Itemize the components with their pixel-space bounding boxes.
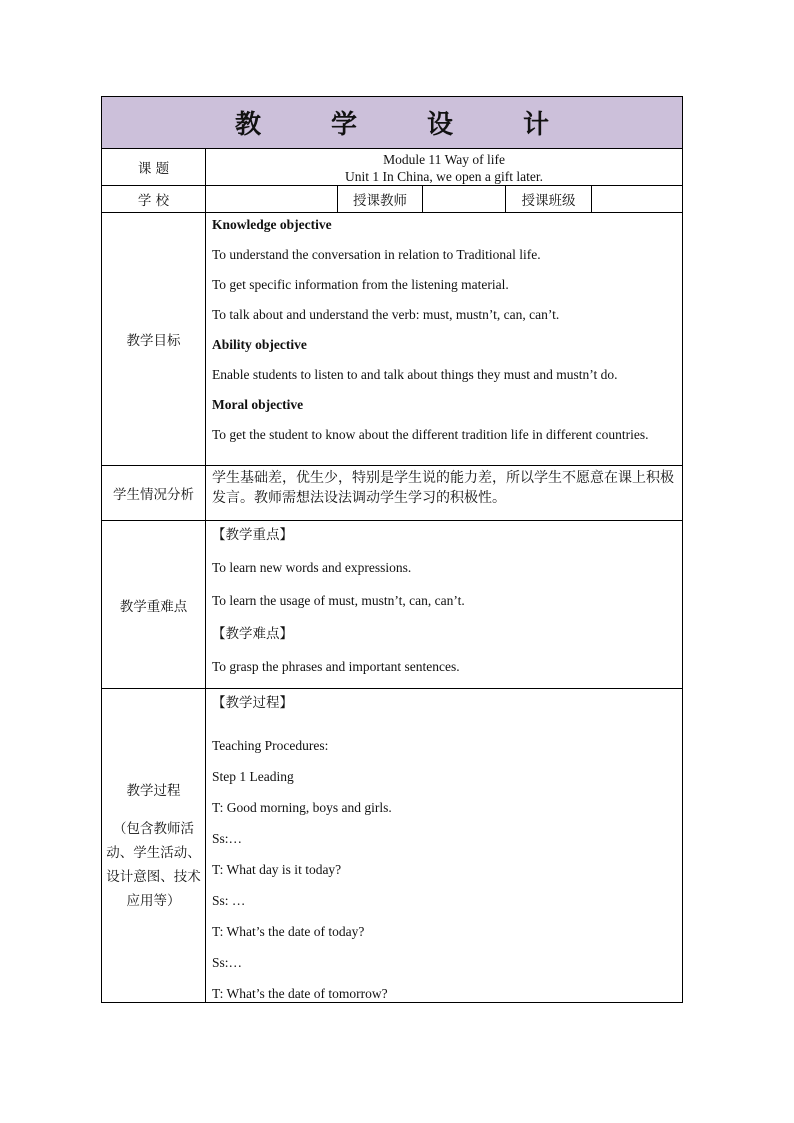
- moral-heading: Moral objective: [212, 397, 304, 412]
- key-points-content: [206, 521, 683, 689]
- topic-module: Module 11 Way of life: [383, 152, 505, 167]
- process-line: Ss:…: [212, 831, 243, 846]
- process-line: Step 1 Leading: [212, 769, 294, 784]
- knowledge-heading: Knowledge objective: [212, 217, 332, 232]
- moral-item: To get the student to know about the different tradition life in different countries.: [212, 427, 649, 442]
- topic-label: 课 题: [102, 149, 206, 186]
- document-title: 教 学 设 计: [102, 97, 683, 149]
- school-row: [206, 186, 683, 213]
- lesson-plan-table: [101, 96, 683, 1003]
- difficulty-heading: 【教学难点】: [212, 626, 293, 642]
- knowledge-item: To get specific information from the listening material.: [212, 277, 509, 292]
- analysis-text: 学生基础差，优生少，特别是学生说的能力差，所以学生不愿意在课上积极发言。教师需想法设法调动学生学习的积极性。: [206, 466, 683, 521]
- key-points-label: 教学重难点: [102, 521, 206, 689]
- process-line: T: What day is it today?: [212, 862, 342, 877]
- process-heading: 【教学过程】: [212, 695, 293, 711]
- topic-value: [206, 149, 683, 186]
- knowledge-item: To understand the conversation in relation to Traditional life.: [212, 247, 541, 262]
- process-content: [206, 689, 683, 1003]
- process-line: Ss: …: [212, 893, 246, 908]
- class-label: 授课班级: [506, 186, 592, 212]
- process-line: T: What’s the date of tomorrow?: [212, 986, 388, 1001]
- knowledge-item: To talk about and understand the verb: must, mustn’t, can, can’t.: [212, 307, 560, 322]
- process-label-cell: [102, 689, 206, 1003]
- school-label: 学 校: [102, 186, 206, 213]
- topic-unit: Unit 1 In China, we open a gift later.: [345, 169, 543, 184]
- focus-item: To learn the usage of must, mustn’t, can, can’t.: [212, 593, 465, 608]
- teacher-label: 授课教师: [338, 186, 423, 212]
- process-line: Teaching Procedures:: [212, 738, 329, 753]
- process-line: T: Good morning, boys and girls.: [212, 800, 392, 815]
- focus-heading: 【教学重点】: [212, 527, 293, 543]
- focus-item: To learn new words and expressions.: [212, 560, 412, 575]
- school-value: [206, 186, 338, 212]
- class-value: [592, 186, 682, 212]
- objectives-content: [206, 213, 683, 466]
- lesson-plan-document: [101, 96, 682, 1003]
- process-label: 教学过程: [126, 782, 181, 799]
- ability-item: Enable students to listen to and talk about things they must and mustn’t do.: [212, 367, 618, 382]
- teacher-value: [423, 186, 506, 212]
- analysis-label: 学生情况分析: [102, 466, 206, 521]
- process-line: T: What’s the date of today?: [212, 924, 365, 939]
- ability-heading: Ability objective: [212, 337, 307, 352]
- difficulty-item: To grasp the phrases and important sentences.: [212, 659, 460, 674]
- objectives-label: 教学目标: [102, 213, 206, 466]
- process-note: （包含教师活动、学生活动、设计意图、技术应用等）: [106, 820, 201, 909]
- process-line: Ss:…: [212, 955, 243, 970]
